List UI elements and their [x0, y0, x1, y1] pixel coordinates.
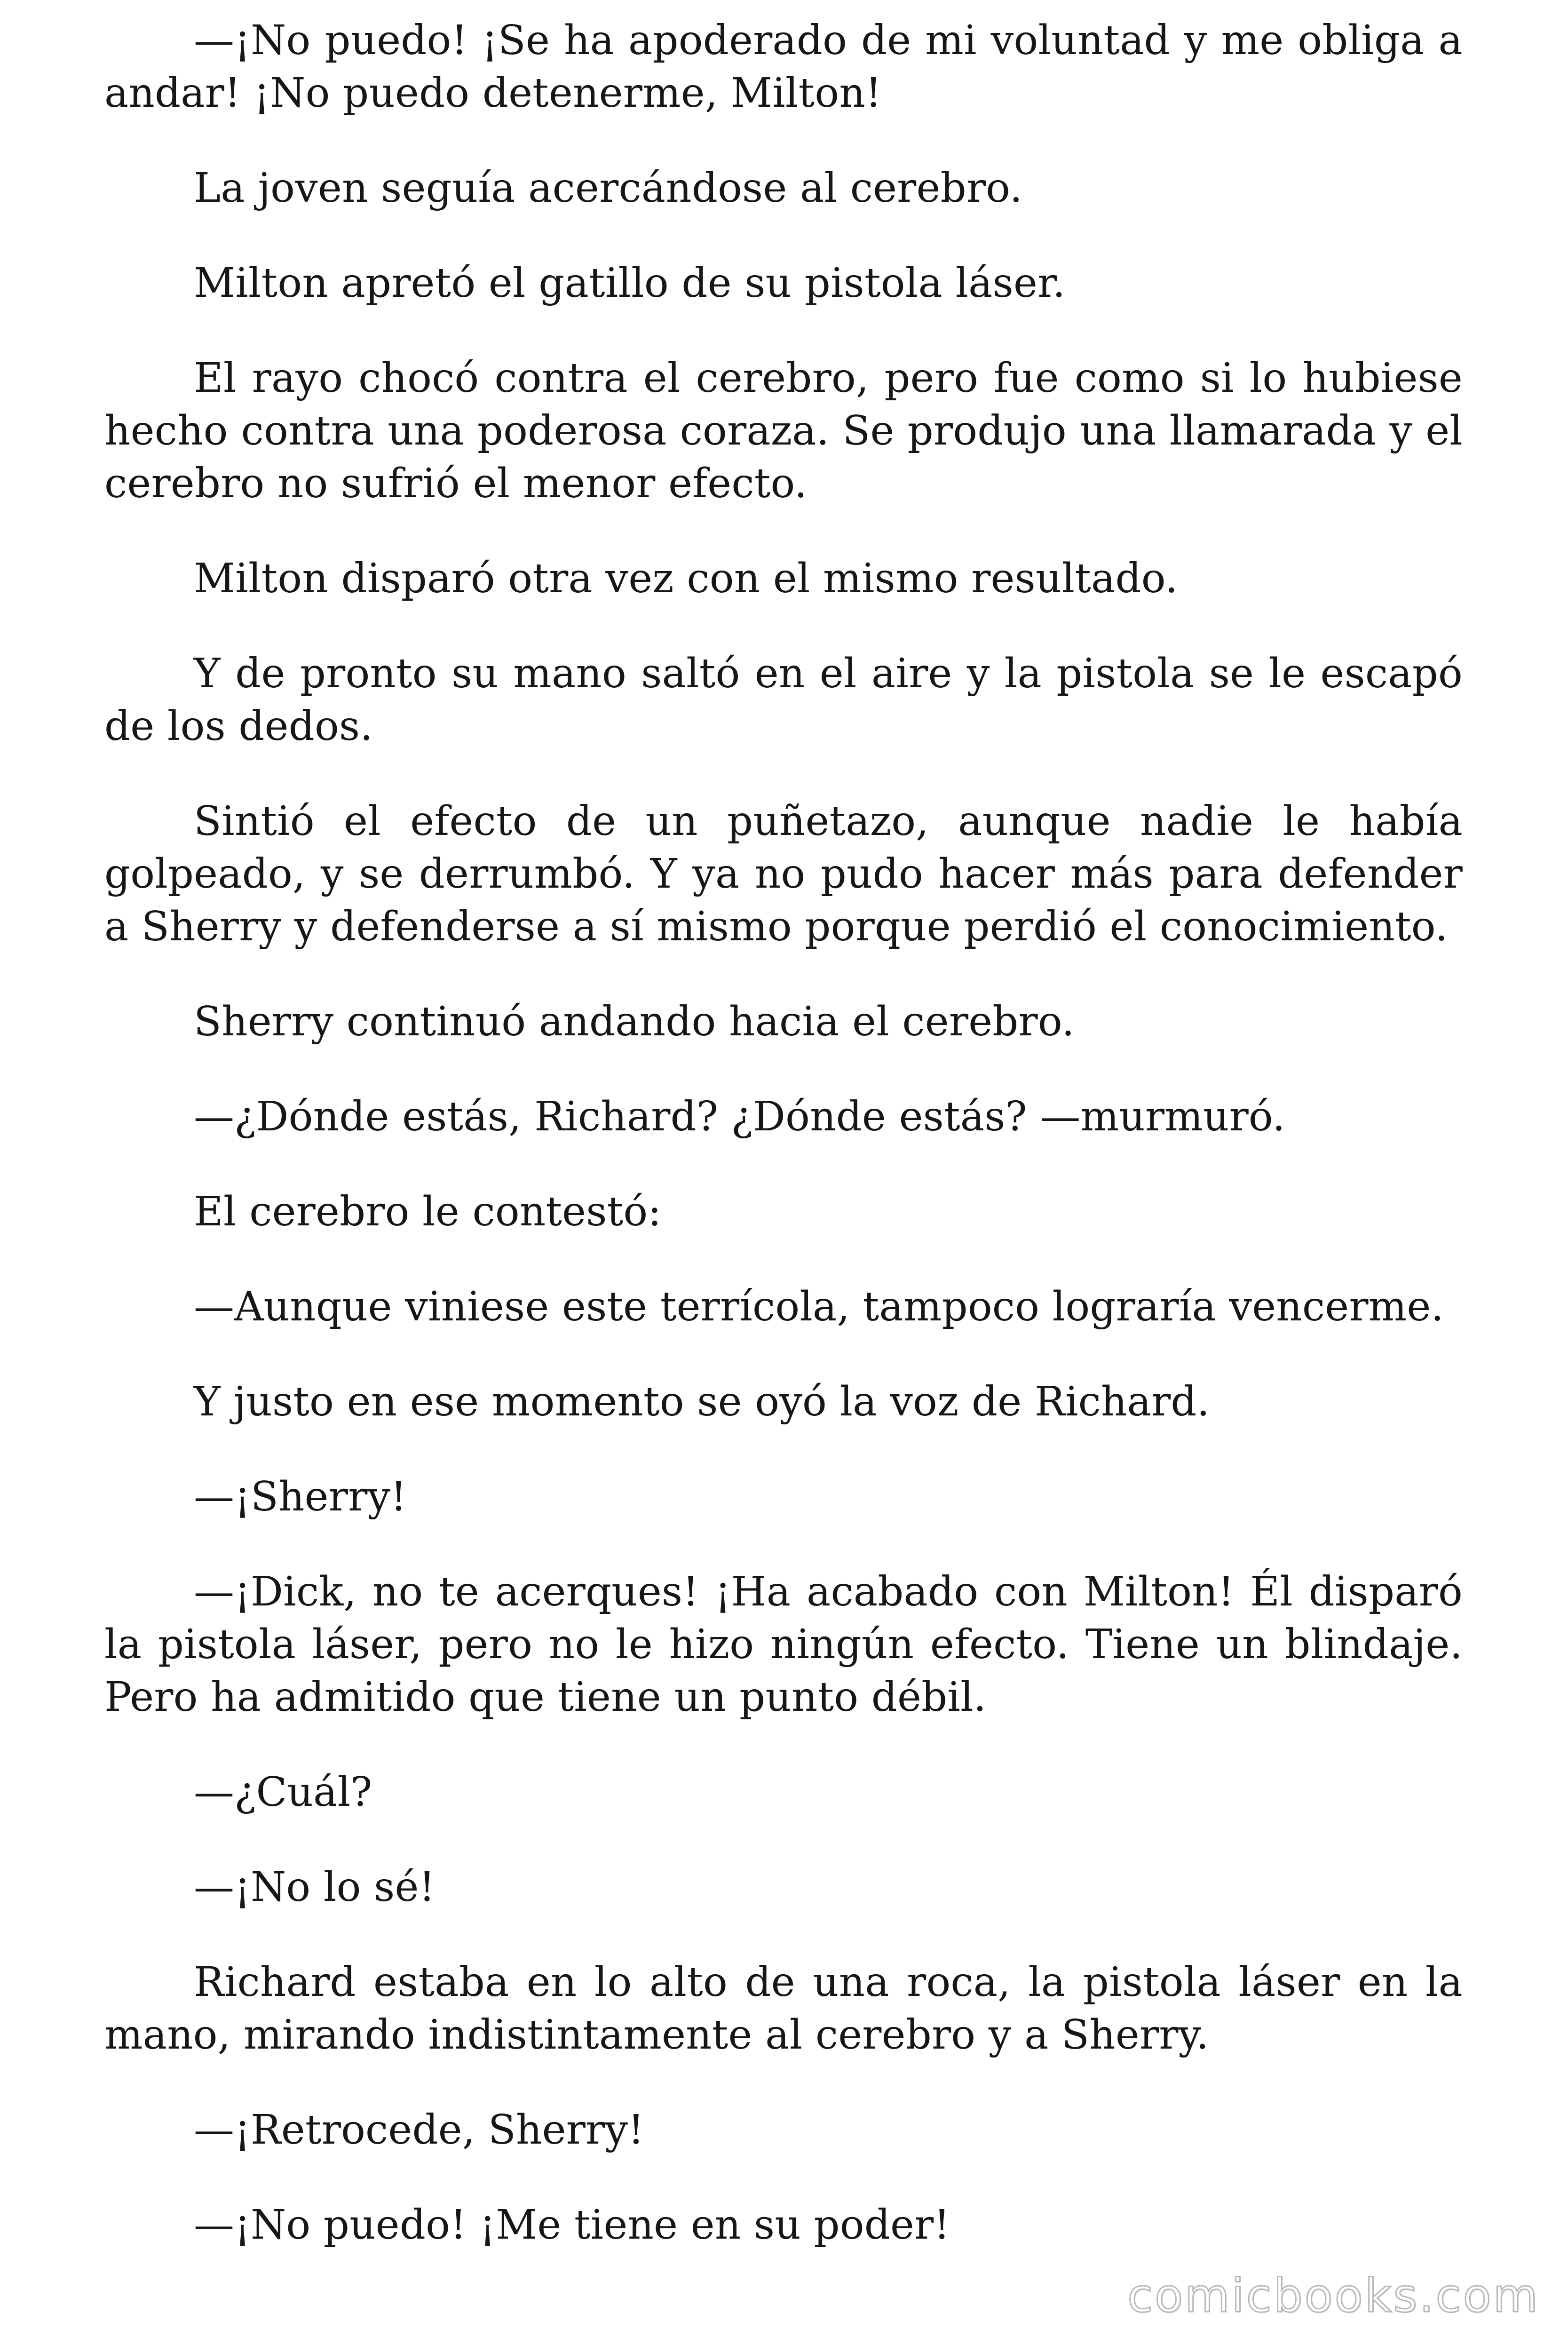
- paragraph: —Aunque viniese este terrícola, tampoco lograría vencerme.: [194, 1283, 1444, 1330]
- paragraph: —¡No puedo! ¡Se ha apoderado de mi voluntad y me obliga a andar! ¡No puedo detenerme, Milton!: [104, 17, 1463, 117]
- paragraph: Richard estaba en lo alto de una roca, la pistola láser en la mano, mirando indistintamente al cerebro y a Sherry.: [104, 1959, 1463, 2058]
- paragraph: —¡Retrocede, Sherry!: [194, 2106, 644, 2153]
- paragraph: El rayo chocó contra el cerebro, pero fue como si lo hubiese hecho contra una poderosa coraza. Se produjo una llamarada y el cerebro no sufrió el menor efecto.: [104, 355, 1463, 507]
- paragraph: Milton disparó otra vez con el mismo resultado.: [194, 555, 1178, 602]
- paragraph: Sherry continuó andando hacia el cerebro.: [194, 998, 1075, 1045]
- paragraph: Y de pronto su mano saltó en el aire y la pistola se le escapó de los dedos.: [104, 650, 1463, 750]
- paragraph: —¿Dónde estás, Richard? ¿Dónde estás? —murmuró.: [194, 1093, 1285, 1140]
- paragraph: —¿Cuál?: [194, 1769, 372, 1816]
- paragraph: —¡Sherry!: [194, 1473, 407, 1520]
- paragraph: —¡No lo sé!: [194, 1864, 436, 1911]
- paragraph: Milton apretó el gatillo de su pistola láser.: [194, 260, 1066, 307]
- watermark-logo: comicbooks.com: [1127, 2269, 1540, 2323]
- paragraph: Y justo en ese momento se oyó la voz de Richard.: [194, 1378, 1210, 1425]
- paragraph: La joven seguía acercándose al cerebro.: [194, 165, 1023, 212]
- paragraph: El cerebro le contestó:: [194, 1188, 662, 1235]
- paragraph: —¡No puedo! ¡Me tiene en su poder!: [194, 2201, 950, 2249]
- paragraph: Sintió el efecto de un puñetazo, aunque nadie le había golpeado, y se derrumbó. Y ya no pudo hacer más para defender a Sherry y defenderse a sí mismo porque perdió el conocimiento.: [104, 798, 1463, 950]
- body-text: [104, 14, 1463, 2294]
- paragraph: —¡Dick, no te acerques! ¡Ha acabado con Milton! Él disparó la pistola láser, pero no le hizo ningún efecto. Tiene un blindaje. Pero ha admitido que tiene un punto débil.: [104, 1568, 1463, 1721]
